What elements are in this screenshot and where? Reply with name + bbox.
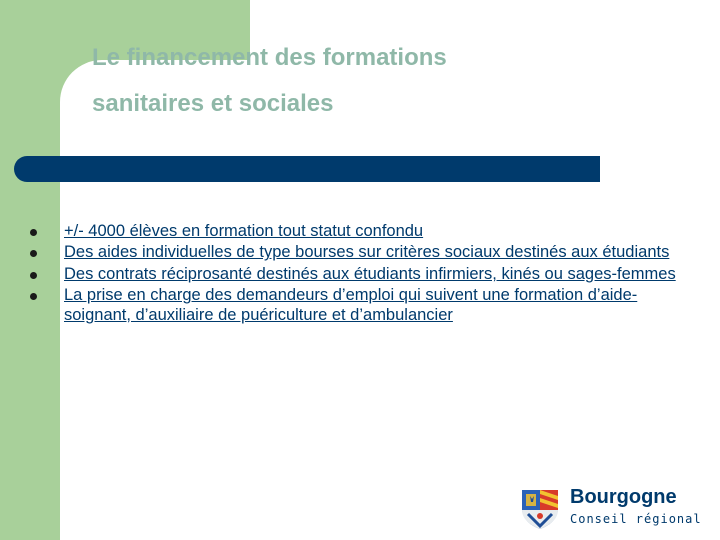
logo-name: Bourgogne <box>570 486 677 508</box>
bullet-dot-icon <box>30 250 37 257</box>
bullet-text: Des contrats réciprosanté destinés aux étudiants infirmiers, kinés ou sages-femmes <box>64 264 676 283</box>
bullet-dot-icon <box>30 293 37 300</box>
title-divider-bar <box>14 156 600 182</box>
bullet-list <box>30 222 700 327</box>
bullet-item[interactable] <box>30 222 700 241</box>
bullet-text: La prise en charge des demandeurs d’emploi qui suivent une formation d’aide-soignant, d’auxiliaire de puériculture et d’ambulancier <box>64 286 638 324</box>
bullet-text: +/- 4000 élèves en formation tout statut confondu <box>64 222 424 240</box>
bullet-dot-icon <box>30 229 37 236</box>
bullet-text: Des aides individuelles de type bourses sur critères sociaux destinés aux étudiants <box>64 243 670 262</box>
bullet-item[interactable] <box>30 243 700 262</box>
bullet-item[interactable] <box>30 286 700 325</box>
bullet-item[interactable] <box>30 265 700 284</box>
slide-title-line-2: sanitaires et sociales <box>92 90 334 117</box>
bourgogne-logo <box>518 484 702 530</box>
slide-title-line-1: Le financement des formations <box>92 44 447 71</box>
bullet-dot-icon <box>30 272 37 279</box>
logo-subtitle: Conseil régional <box>570 512 702 526</box>
bourgogne-shield-icon <box>518 486 562 530</box>
